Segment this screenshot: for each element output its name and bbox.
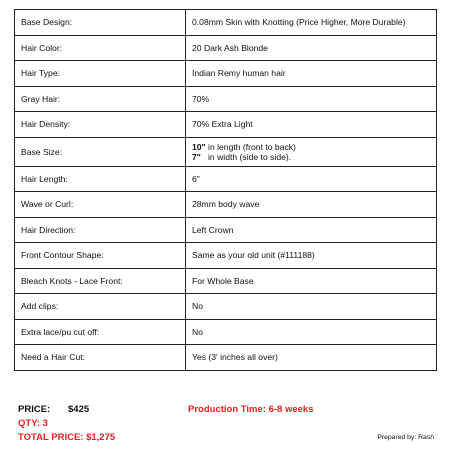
table-row [15, 243, 437, 269]
base-size-length [192, 142, 430, 152]
table-row [15, 268, 437, 294]
row-label: Base Design: [15, 10, 186, 36]
row-value: 70% [186, 86, 437, 112]
production-time-text: Production Time: 6-8 weeks [188, 404, 314, 415]
table-row [15, 35, 437, 61]
row-value: Left Crown [186, 217, 437, 243]
table-row [15, 112, 437, 138]
table-row [15, 294, 437, 320]
row-label: Add clips: [15, 294, 186, 320]
base-size-length-text: in length (front to back) [205, 141, 296, 152]
table-row [15, 319, 437, 345]
table-row [15, 10, 437, 36]
row-value: Yes (3' inches all over) [186, 345, 437, 371]
base-size-width-text: in width (side to side). [200, 151, 292, 162]
row-value: 28mm body wave [186, 192, 437, 218]
price-value: $425 [68, 404, 90, 415]
total-price-text: TOTAL PRICE: $1,275 [18, 432, 116, 443]
row-value: No [186, 319, 437, 345]
table-row [15, 61, 437, 87]
quantity-text: QTY: 3 [18, 418, 48, 429]
base-size-width [192, 152, 430, 162]
row-value [186, 137, 437, 166]
row-value: 20 Dark Ash Blonde [186, 35, 437, 61]
row-label: Wave or Curl: [15, 192, 186, 218]
specification-table [14, 9, 437, 371]
table-row [15, 345, 437, 371]
base-size-width-number: 7" [192, 151, 201, 162]
table-row [15, 192, 437, 218]
prepared-by-text: Prepared by: Rash [377, 434, 434, 441]
table-row [15, 86, 437, 112]
row-value: For Whole Base [186, 268, 437, 294]
row-label: Front Contour Shape: [15, 243, 186, 269]
row-value: Same as your old unit (#111188) [186, 243, 437, 269]
row-label: Hair Type: [15, 61, 186, 87]
base-size-length-number: 10" [192, 141, 206, 152]
row-value: No [186, 294, 437, 320]
price-label: PRICE: [18, 404, 51, 415]
row-label: Base Size: [15, 137, 186, 166]
table-row [15, 217, 437, 243]
row-label: Hair Length: [15, 166, 186, 192]
row-value: 6" [186, 166, 437, 192]
row-label: Hair Color: [15, 35, 186, 61]
row-label: Extra lace/pu cut off: [15, 319, 186, 345]
row-value: 70% Extra Light [186, 112, 437, 138]
row-label: Hair Direction: [15, 217, 186, 243]
table-row [15, 137, 437, 166]
row-label: Bleach Knots - Lace Front: [15, 268, 186, 294]
row-value: Indian Remy human hair [186, 61, 437, 87]
row-label: Need a Hair Cut: [15, 345, 186, 371]
row-label: Gray Hair: [15, 86, 186, 112]
row-label: Hair Density: [15, 112, 186, 138]
table-row [15, 166, 437, 192]
row-value: 0.08mm Skin with Knotting (Price Higher, More Durable) [186, 10, 437, 36]
